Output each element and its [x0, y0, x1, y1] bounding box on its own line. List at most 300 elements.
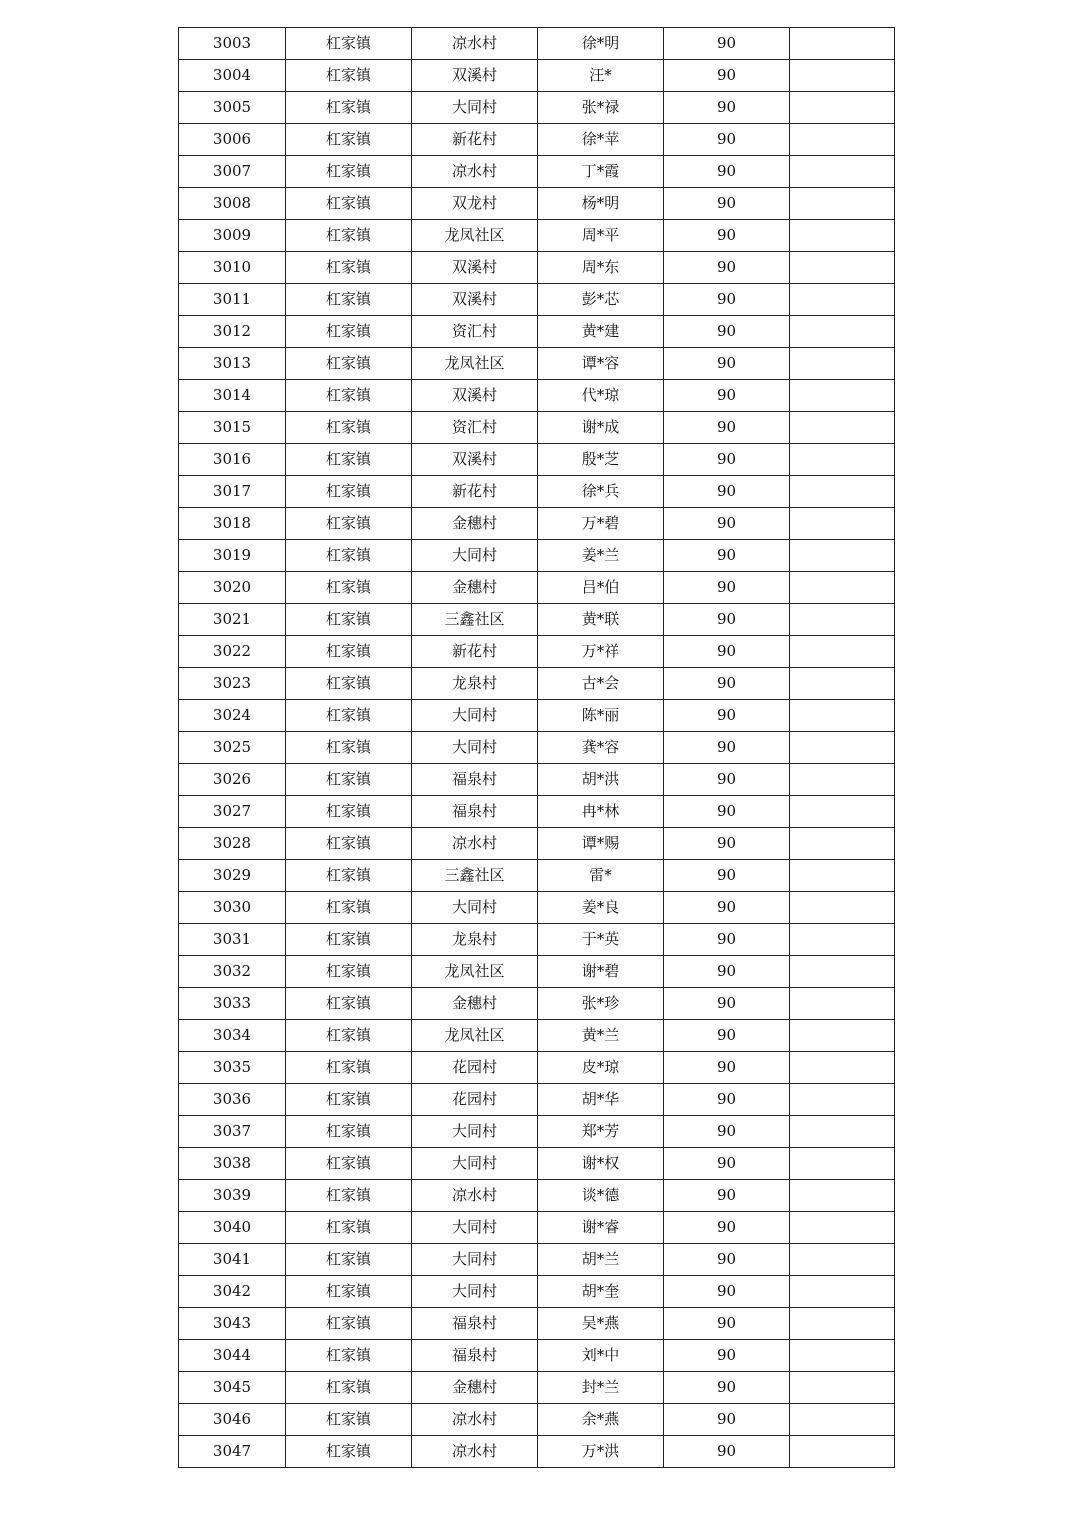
cell-village: 资汇村 [412, 412, 538, 444]
cell-serial-number: 3018 [179, 508, 286, 540]
cell-serial-number: 3005 [179, 92, 286, 124]
cell-note [790, 284, 895, 316]
cell-amount: 90 [664, 156, 790, 188]
cell-town: 杠家镇 [286, 380, 412, 412]
cell-village: 三鑫社区 [412, 860, 538, 892]
cell-serial-number: 3038 [179, 1148, 286, 1180]
cell-note [790, 156, 895, 188]
cell-note [790, 1276, 895, 1308]
cell-amount: 90 [664, 28, 790, 60]
table-row [179, 636, 895, 668]
cell-serial-number: 3007 [179, 156, 286, 188]
table-row [179, 1212, 895, 1244]
cell-serial-number: 3041 [179, 1244, 286, 1276]
table-row [179, 444, 895, 476]
cell-note [790, 444, 895, 476]
cell-amount: 90 [664, 1436, 790, 1468]
cell-serial-number: 3012 [179, 316, 286, 348]
cell-town: 杠家镇 [286, 412, 412, 444]
cell-village: 大同村 [412, 92, 538, 124]
cell-town: 杠家镇 [286, 1404, 412, 1436]
cell-name: 古*会 [538, 668, 664, 700]
cell-town: 杠家镇 [286, 92, 412, 124]
cell-amount: 90 [664, 1212, 790, 1244]
cell-note [790, 1148, 895, 1180]
cell-name: 谢*成 [538, 412, 664, 444]
table-row [179, 220, 895, 252]
cell-serial-number: 3022 [179, 636, 286, 668]
cell-note [790, 508, 895, 540]
cell-amount: 90 [664, 1052, 790, 1084]
cell-amount: 90 [664, 540, 790, 572]
table-row [179, 316, 895, 348]
cell-name: 代*琼 [538, 380, 664, 412]
table-row [179, 1148, 895, 1180]
cell-note [790, 28, 895, 60]
cell-name: 谭*赐 [538, 828, 664, 860]
cell-village: 龙凤社区 [412, 956, 538, 988]
table-row [179, 796, 895, 828]
table-row [179, 1020, 895, 1052]
cell-town: 杠家镇 [286, 700, 412, 732]
table-row [179, 348, 895, 380]
cell-town: 杠家镇 [286, 892, 412, 924]
cell-serial-number: 3010 [179, 252, 286, 284]
cell-note [790, 604, 895, 636]
cell-name: 丁*霞 [538, 156, 664, 188]
cell-village: 龙凤社区 [412, 1020, 538, 1052]
cell-amount: 90 [664, 252, 790, 284]
cell-note [790, 1340, 895, 1372]
cell-serial-number: 3024 [179, 700, 286, 732]
cell-serial-number: 3003 [179, 28, 286, 60]
cell-village: 花园村 [412, 1052, 538, 1084]
cell-name: 胡*华 [538, 1084, 664, 1116]
table-row [179, 924, 895, 956]
table-row [179, 124, 895, 156]
cell-amount: 90 [664, 476, 790, 508]
cell-town: 杠家镇 [286, 252, 412, 284]
cell-amount: 90 [664, 924, 790, 956]
cell-village: 凉水村 [412, 28, 538, 60]
cell-name: 姜*兰 [538, 540, 664, 572]
cell-note [790, 572, 895, 604]
cell-amount: 90 [664, 188, 790, 220]
cell-amount: 90 [664, 732, 790, 764]
cell-note [790, 540, 895, 572]
table-row [179, 380, 895, 412]
cell-town: 杠家镇 [286, 636, 412, 668]
table-row [179, 1276, 895, 1308]
table-row [179, 732, 895, 764]
cell-note [790, 1244, 895, 1276]
cell-note [790, 1372, 895, 1404]
cell-note [790, 828, 895, 860]
cell-note [790, 1052, 895, 1084]
cell-note [790, 700, 895, 732]
cell-amount: 90 [664, 636, 790, 668]
cell-village: 福泉村 [412, 764, 538, 796]
cell-serial-number: 3035 [179, 1052, 286, 1084]
cell-town: 杠家镇 [286, 476, 412, 508]
table-row [179, 572, 895, 604]
cell-serial-number: 3025 [179, 732, 286, 764]
cell-note [790, 892, 895, 924]
cell-town: 杠家镇 [286, 668, 412, 700]
cell-amount: 90 [664, 604, 790, 636]
cell-amount: 90 [664, 348, 790, 380]
cell-amount: 90 [664, 988, 790, 1020]
cell-village: 凉水村 [412, 1404, 538, 1436]
cell-town: 杠家镇 [286, 28, 412, 60]
cell-name: 姜*良 [538, 892, 664, 924]
cell-town: 杠家镇 [286, 1212, 412, 1244]
cell-town: 杠家镇 [286, 1372, 412, 1404]
cell-note [790, 92, 895, 124]
cell-note [790, 860, 895, 892]
cell-village: 龙凤社区 [412, 220, 538, 252]
table-row [179, 476, 895, 508]
cell-note [790, 796, 895, 828]
table-row [179, 1244, 895, 1276]
cell-note [790, 220, 895, 252]
cell-name: 徐*苹 [538, 124, 664, 156]
cell-note [790, 1084, 895, 1116]
cell-town: 杠家镇 [286, 1084, 412, 1116]
cell-name: 吕*伯 [538, 572, 664, 604]
cell-serial-number: 3028 [179, 828, 286, 860]
cell-amount: 90 [664, 828, 790, 860]
table-row [179, 252, 895, 284]
cell-village: 大同村 [412, 1244, 538, 1276]
cell-village: 双溪村 [412, 60, 538, 92]
cell-serial-number: 3006 [179, 124, 286, 156]
cell-village: 龙泉村 [412, 668, 538, 700]
cell-amount: 90 [664, 700, 790, 732]
cell-town: 杠家镇 [286, 316, 412, 348]
table-row [179, 764, 895, 796]
cell-serial-number: 3034 [179, 1020, 286, 1052]
cell-amount: 90 [664, 1148, 790, 1180]
cell-serial-number: 3040 [179, 1212, 286, 1244]
cell-serial-number: 3029 [179, 860, 286, 892]
cell-note [790, 1212, 895, 1244]
cell-name: 谢*睿 [538, 1212, 664, 1244]
cell-village: 福泉村 [412, 796, 538, 828]
cell-village: 大同村 [412, 1276, 538, 1308]
cell-note [790, 124, 895, 156]
cell-amount: 90 [664, 220, 790, 252]
cell-amount: 90 [664, 1404, 790, 1436]
cell-name: 黄*联 [538, 604, 664, 636]
cell-village: 凉水村 [412, 1180, 538, 1212]
cell-town: 杠家镇 [286, 1020, 412, 1052]
cell-village: 福泉村 [412, 1340, 538, 1372]
cell-serial-number: 3045 [179, 1372, 286, 1404]
cell-village: 大同村 [412, 540, 538, 572]
cell-village: 大同村 [412, 732, 538, 764]
cell-serial-number: 3031 [179, 924, 286, 956]
table-row [179, 1436, 895, 1468]
cell-town: 杠家镇 [286, 444, 412, 476]
cell-name: 徐*兵 [538, 476, 664, 508]
table-row [179, 1372, 895, 1404]
cell-serial-number: 3039 [179, 1180, 286, 1212]
cell-name: 谈*德 [538, 1180, 664, 1212]
cell-village: 金穗村 [412, 988, 538, 1020]
cell-name: 封*兰 [538, 1372, 664, 1404]
cell-note [790, 732, 895, 764]
cell-village: 龙泉村 [412, 924, 538, 956]
cell-name: 龚*容 [538, 732, 664, 764]
cell-town: 杠家镇 [286, 1308, 412, 1340]
table-row [179, 92, 895, 124]
cell-village: 新花村 [412, 124, 538, 156]
cell-village: 大同村 [412, 700, 538, 732]
cell-village: 大同村 [412, 1148, 538, 1180]
cell-amount: 90 [664, 1340, 790, 1372]
cell-name: 汪* [538, 60, 664, 92]
cell-note [790, 1180, 895, 1212]
cell-note [790, 252, 895, 284]
cell-name: 张*珍 [538, 988, 664, 1020]
cell-name: 谢*碧 [538, 956, 664, 988]
cell-name: 杨*明 [538, 188, 664, 220]
cell-name: 余*燕 [538, 1404, 664, 1436]
roster-table-body [179, 28, 895, 1468]
cell-name: 万*碧 [538, 508, 664, 540]
cell-amount: 90 [664, 1372, 790, 1404]
cell-town: 杠家镇 [286, 1244, 412, 1276]
cell-note [790, 1404, 895, 1436]
cell-town: 杠家镇 [286, 1116, 412, 1148]
cell-serial-number: 3019 [179, 540, 286, 572]
table-row [179, 284, 895, 316]
cell-amount: 90 [664, 668, 790, 700]
cell-amount: 90 [664, 412, 790, 444]
cell-village: 凉水村 [412, 1436, 538, 1468]
cell-serial-number: 3009 [179, 220, 286, 252]
cell-serial-number: 3011 [179, 284, 286, 316]
cell-serial-number: 3032 [179, 956, 286, 988]
cell-serial-number: 3013 [179, 348, 286, 380]
cell-town: 杠家镇 [286, 764, 412, 796]
cell-town: 杠家镇 [286, 1276, 412, 1308]
cell-serial-number: 3023 [179, 668, 286, 700]
table-row [179, 1084, 895, 1116]
cell-village: 福泉村 [412, 1308, 538, 1340]
cell-name: 徐*明 [538, 28, 664, 60]
cell-note [790, 764, 895, 796]
cell-town: 杠家镇 [286, 188, 412, 220]
cell-town: 杠家镇 [286, 1052, 412, 1084]
cell-village: 双龙村 [412, 188, 538, 220]
cell-serial-number: 3015 [179, 412, 286, 444]
cell-town: 杠家镇 [286, 732, 412, 764]
cell-name: 张*禄 [538, 92, 664, 124]
table-row [179, 860, 895, 892]
cell-village: 双溪村 [412, 284, 538, 316]
table-row [179, 892, 895, 924]
cell-village: 新花村 [412, 636, 538, 668]
cell-village: 金穗村 [412, 572, 538, 604]
cell-name: 殷*芝 [538, 444, 664, 476]
cell-amount: 90 [664, 1084, 790, 1116]
cell-note [790, 380, 895, 412]
cell-village: 新花村 [412, 476, 538, 508]
cell-name: 彭*芯 [538, 284, 664, 316]
cell-name: 胡*奎 [538, 1276, 664, 1308]
cell-amount: 90 [664, 860, 790, 892]
cell-town: 杠家镇 [286, 956, 412, 988]
cell-name: 陈*丽 [538, 700, 664, 732]
cell-amount: 90 [664, 444, 790, 476]
cell-town: 杠家镇 [286, 284, 412, 316]
cell-name: 谭*容 [538, 348, 664, 380]
cell-serial-number: 3020 [179, 572, 286, 604]
cell-amount: 90 [664, 1244, 790, 1276]
cell-town: 杠家镇 [286, 508, 412, 540]
cell-serial-number: 3030 [179, 892, 286, 924]
cell-note [790, 668, 895, 700]
table-row [179, 28, 895, 60]
cell-village: 大同村 [412, 1212, 538, 1244]
cell-village: 花园村 [412, 1084, 538, 1116]
cell-village: 双溪村 [412, 444, 538, 476]
cell-village: 双溪村 [412, 380, 538, 412]
cell-town: 杠家镇 [286, 124, 412, 156]
cell-village: 凉水村 [412, 828, 538, 860]
cell-note [790, 956, 895, 988]
cell-note [790, 348, 895, 380]
cell-amount: 90 [664, 572, 790, 604]
cell-amount: 90 [664, 1180, 790, 1212]
cell-serial-number: 3026 [179, 764, 286, 796]
cell-amount: 90 [664, 1020, 790, 1052]
cell-village: 大同村 [412, 1116, 538, 1148]
cell-amount: 90 [664, 764, 790, 796]
table-row [179, 156, 895, 188]
cell-serial-number: 3037 [179, 1116, 286, 1148]
cell-serial-number: 3044 [179, 1340, 286, 1372]
roster-table [178, 27, 895, 1468]
cell-amount: 90 [664, 1308, 790, 1340]
cell-note [790, 60, 895, 92]
cell-name: 胡*兰 [538, 1244, 664, 1276]
cell-name: 冉*林 [538, 796, 664, 828]
cell-village: 龙凤社区 [412, 348, 538, 380]
table-row [179, 828, 895, 860]
cell-amount: 90 [664, 60, 790, 92]
cell-village: 三鑫社区 [412, 604, 538, 636]
cell-serial-number: 3036 [179, 1084, 286, 1116]
cell-note [790, 1436, 895, 1468]
cell-name: 胡*洪 [538, 764, 664, 796]
cell-town: 杠家镇 [286, 1180, 412, 1212]
cell-town: 杠家镇 [286, 348, 412, 380]
cell-note [790, 188, 895, 220]
cell-town: 杠家镇 [286, 540, 412, 572]
cell-name: 郑*芳 [538, 1116, 664, 1148]
cell-town: 杠家镇 [286, 796, 412, 828]
table-row [179, 668, 895, 700]
cell-village: 大同村 [412, 892, 538, 924]
table-row [179, 412, 895, 444]
cell-note [790, 476, 895, 508]
cell-serial-number: 3043 [179, 1308, 286, 1340]
cell-amount: 90 [664, 316, 790, 348]
cell-note [790, 636, 895, 668]
table-row [179, 1116, 895, 1148]
cell-amount: 90 [664, 796, 790, 828]
cell-amount: 90 [664, 92, 790, 124]
cell-serial-number: 3016 [179, 444, 286, 476]
cell-name: 雷* [538, 860, 664, 892]
cell-note [790, 316, 895, 348]
table-row [179, 604, 895, 636]
cell-serial-number: 3017 [179, 476, 286, 508]
table-row [179, 1180, 895, 1212]
cell-note [790, 412, 895, 444]
table-row [179, 540, 895, 572]
cell-name: 周*东 [538, 252, 664, 284]
cell-amount: 90 [664, 1276, 790, 1308]
cell-note [790, 1020, 895, 1052]
cell-town: 杠家镇 [286, 156, 412, 188]
cell-name: 周*平 [538, 220, 664, 252]
cell-note [790, 1308, 895, 1340]
cell-serial-number: 3008 [179, 188, 286, 220]
table-row [179, 1308, 895, 1340]
cell-town: 杠家镇 [286, 220, 412, 252]
cell-village: 金穗村 [412, 1372, 538, 1404]
cell-town: 杠家镇 [286, 60, 412, 92]
cell-village: 凉水村 [412, 156, 538, 188]
cell-town: 杠家镇 [286, 572, 412, 604]
table-row [179, 1052, 895, 1084]
cell-amount: 90 [664, 1116, 790, 1148]
table-row [179, 700, 895, 732]
table-row [179, 60, 895, 92]
cell-note [790, 1116, 895, 1148]
cell-town: 杠家镇 [286, 860, 412, 892]
table-row [179, 1404, 895, 1436]
cell-name: 谢*权 [538, 1148, 664, 1180]
cell-serial-number: 3014 [179, 380, 286, 412]
table-row [179, 508, 895, 540]
cell-amount: 90 [664, 892, 790, 924]
cell-note [790, 924, 895, 956]
cell-note [790, 988, 895, 1020]
cell-name: 万*祥 [538, 636, 664, 668]
cell-amount: 90 [664, 284, 790, 316]
cell-amount: 90 [664, 508, 790, 540]
cell-town: 杠家镇 [286, 924, 412, 956]
cell-town: 杠家镇 [286, 828, 412, 860]
cell-town: 杠家镇 [286, 1340, 412, 1372]
cell-amount: 90 [664, 124, 790, 156]
cell-serial-number: 3021 [179, 604, 286, 636]
cell-town: 杠家镇 [286, 988, 412, 1020]
cell-name: 黄*兰 [538, 1020, 664, 1052]
cell-serial-number: 3004 [179, 60, 286, 92]
table-row [179, 988, 895, 1020]
cell-village: 双溪村 [412, 252, 538, 284]
cell-name: 黄*建 [538, 316, 664, 348]
cell-serial-number: 3047 [179, 1436, 286, 1468]
cell-town: 杠家镇 [286, 1436, 412, 1468]
cell-name: 万*洪 [538, 1436, 664, 1468]
